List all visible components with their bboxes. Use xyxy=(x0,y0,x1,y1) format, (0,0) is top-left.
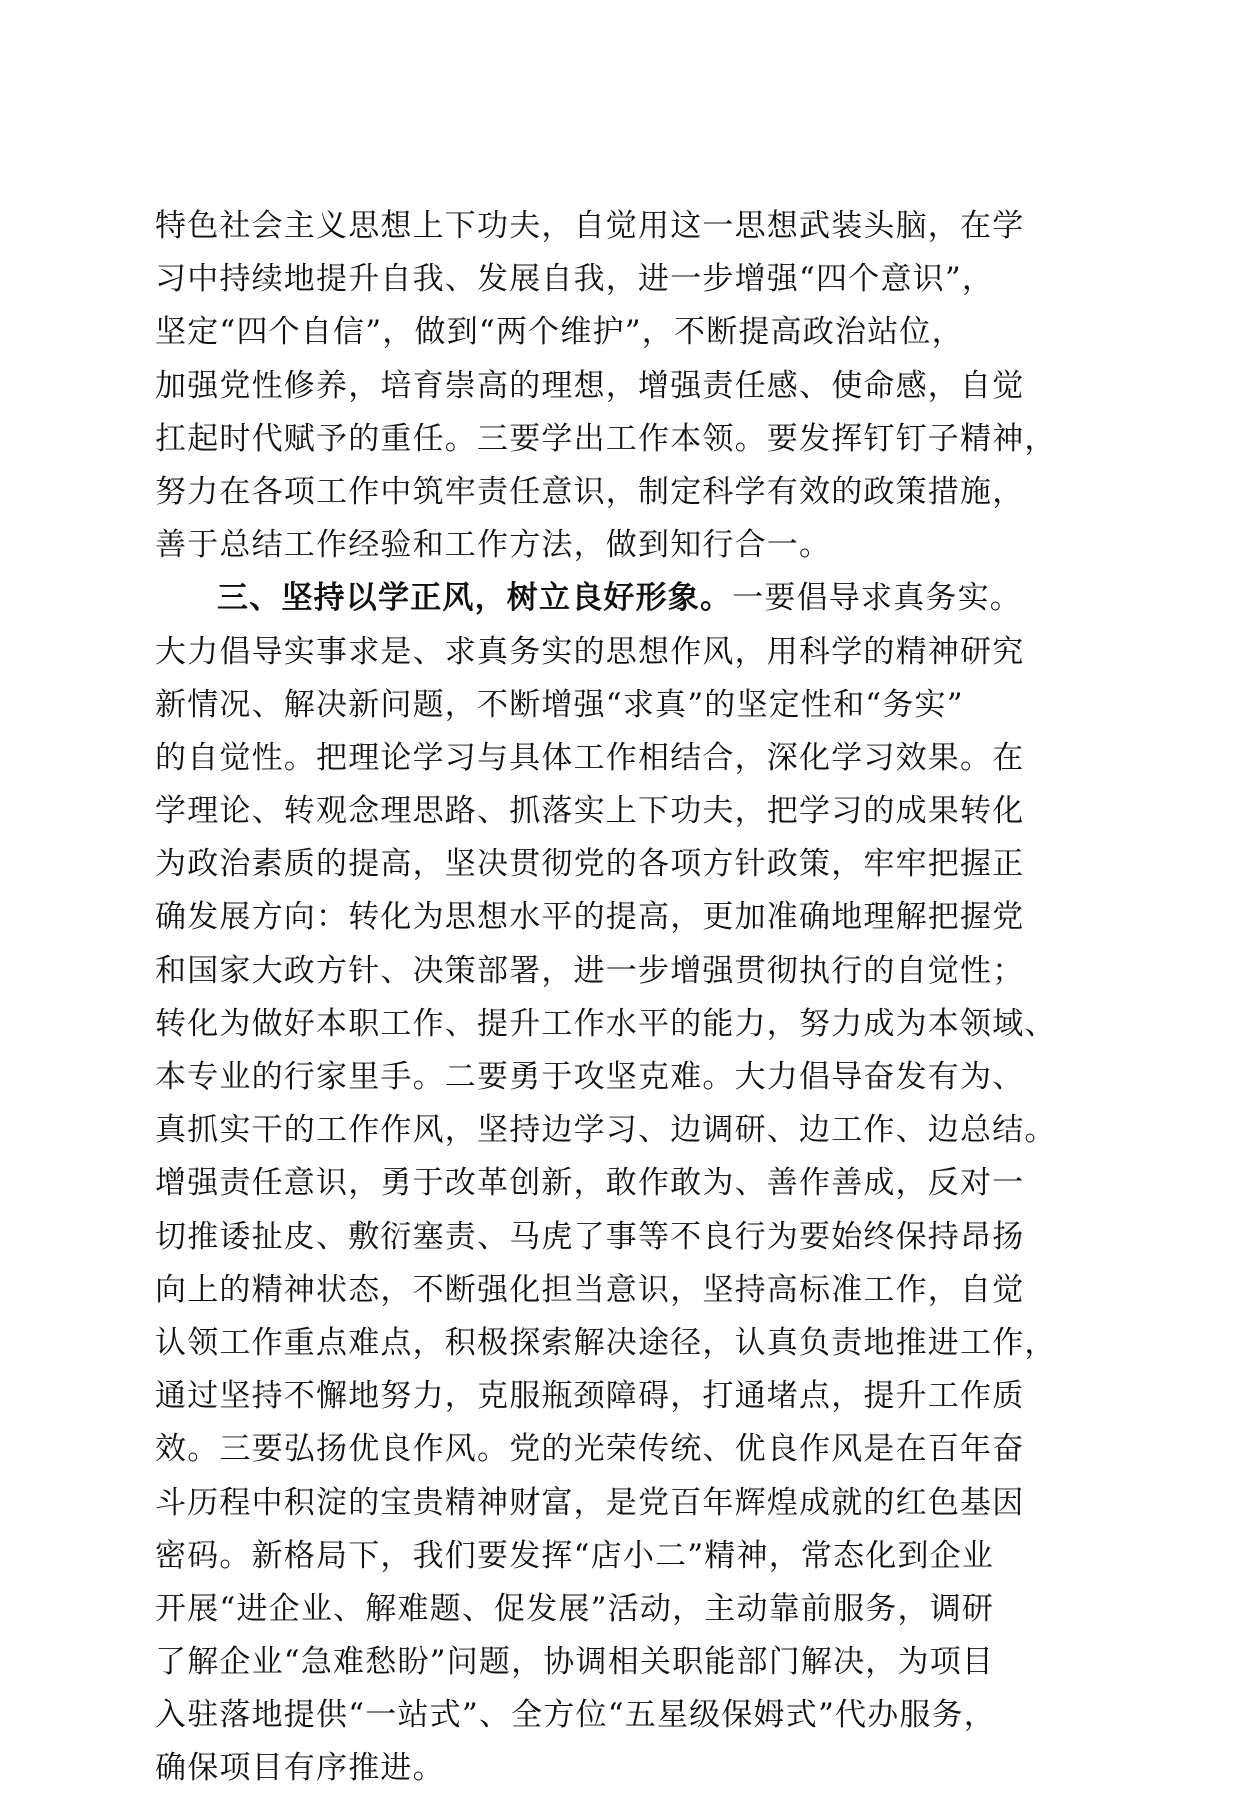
text-line: 通过坚持不懈地努力，克服瓶颈障碍，打通堵点，提升工作质 xyxy=(155,1378,1025,1415)
text-line: 了解企业“急难愁盼”问题，协调相关职能部门解决，为项目 xyxy=(155,1644,995,1681)
section-3-first-line-text: 一要倡导求真务实。 xyxy=(732,580,1023,617)
text-line: 密码。新格局下，我们要发挥“店小二”精神，常态化到企业 xyxy=(155,1537,995,1574)
document-body xyxy=(155,200,1075,1796)
text-line: 真抓实干的工作作风，坚持边学习、边调研、边工作、边总结。 xyxy=(155,1112,1057,1149)
text-line: 加强党性修养，培育崇高的理想，增强责任感、使命感，自觉 xyxy=(155,367,1025,404)
text-line: 学理论、转观念理思路、抓落实上下功夫，把学习的成果转化 xyxy=(155,793,1025,830)
text-line: 努力在各项工作中筑牢责任意识，制定科学有效的政策措施， xyxy=(155,473,1025,510)
text-line: 特色社会主义思想上下功夫，自觉用这一思想武装头脑，在学 xyxy=(155,208,1025,244)
text-line: 向上的精神状态，不断强化担当意识，坚持高标准工作，自觉 xyxy=(155,1271,1025,1308)
text-line: 斗历程中积淀的宝贵精神财富，是党百年辉煌成就的红色基因 xyxy=(155,1484,1025,1521)
text-line: 认领工作重点难点，积极探索解决途径，认真负责地推进工作， xyxy=(155,1324,1057,1361)
text-line: 入驻落地提供“一站式”、全方位“五星级保姆式”代办服务， xyxy=(155,1697,996,1734)
text-line: 坚定“四个自信”，做到“两个维护”，不断提高政治站位， xyxy=(155,314,964,351)
text-line: 增强责任意识，勇于改革创新，敢作敢为、善作善成，反对一 xyxy=(155,1165,1025,1202)
text-line: 确保项目有序推进。 xyxy=(155,1750,445,1787)
section-3-heading: 三、坚持以学正风，树立良好形象。 xyxy=(217,580,733,617)
text-line: 大力倡导实事求是、求真务实的思想作风，用科学的精神研究 xyxy=(155,633,1025,670)
text-line: 为政治素质的提高，坚决贯彻党的各项方针政策，牢牢把握正 xyxy=(155,846,1025,883)
text-line: 本专业的行家里手。二要勇于攻坚克难。大力倡导奋发有为、 xyxy=(155,1059,1025,1095)
section-3-first-line xyxy=(155,572,1075,625)
text-line: 转化为做好本职工作、提升工作水平的能力，努力成为本领域、 xyxy=(155,1005,1057,1042)
text-line: 扛起时代赋予的重任。三要学出工作本领。要发挥钉钉子精神， xyxy=(155,420,1057,457)
text-line: 善于总结工作经验和工作方法，做到知行合一。 xyxy=(155,527,832,564)
text-line: 切推诿扯皮、敷衍塞责、马虎了事等不良行为要始终保持昂扬 xyxy=(155,1218,1025,1255)
text-line: 和国家大政方针、决策部署，进一步增强贯彻执行的自觉性； xyxy=(155,952,1025,989)
text-line: 习中持续地提升自我、发展自我，进一步增强“四个意识”， xyxy=(155,261,995,298)
text-line: 确发展方向：转化为思想水平的提高，更加准确地理解把握党 xyxy=(155,899,1025,936)
text-line: 新情况、解决新问题，不断增强“求真”的坚定性和“务实” xyxy=(155,686,964,723)
text-line: 效。三要弘扬优良作风。党的光荣传统、优良作风是在百年奋 xyxy=(155,1431,1025,1468)
text-line: 开展“进企业、解难题、促发展”活动，主动靠前服务，调研 xyxy=(155,1590,995,1627)
text-line: 的自觉性。把理论学习与具体工作相结合，深化学习效果。在 xyxy=(155,739,1025,776)
